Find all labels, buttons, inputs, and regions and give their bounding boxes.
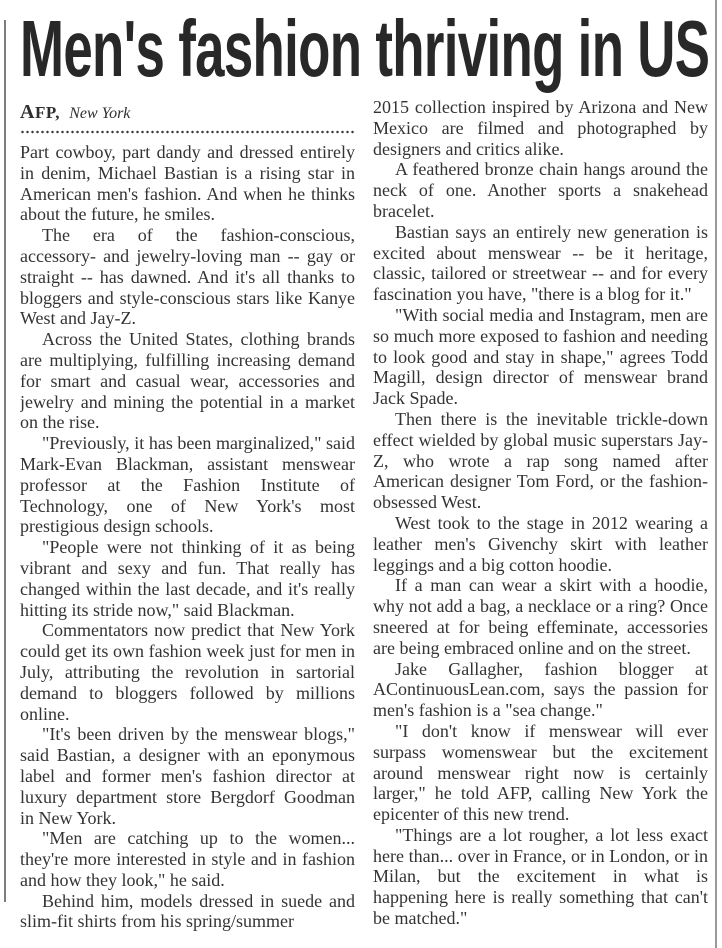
byline-agency: AFP, <box>20 101 60 123</box>
article-paragraph: The era of the fashion-conscious, accessory- and jewelry-loving man -- gay or straight -- has dawned. And it's all thanks to bloggers and style-conscious stars like Kanye West and Jay-Z. <box>20 225 355 329</box>
article-paragraph: West took to the stage in 2012 wearing a leather men's Givenchy skirt with leather leggings and a big cotton hoodie. <box>373 512 708 575</box>
article-paragraph: "I don't know if menswear will ever surpass womenswear but the excitement around menswear right now is certainly larger," he told AFP, calling New York the epicenter of this new trend. <box>373 720 708 825</box>
article-paragraph: "It's been driven by the menswear blogs," said Bastian, a designer with an eponymous label and former men's fashion director at luxury department store Bergdorf Goodman in New York. <box>20 724 355 828</box>
article-paragraph: "People were not thinking of it as being vibrant and sexy and fun. That really has changed within the last decade, and it's really hitting its stride now," said Blackman. <box>20 537 355 620</box>
byline <box>20 101 355 124</box>
article-paragraph: Jake Gallagher, fashion blogger at AContinuousLean.com, says the passion for men's fashion is a "sea change." <box>373 658 708 721</box>
right-edge-rule <box>715 0 717 948</box>
article-paragraph: "Previously, it has been marginalized," said Mark-Evan Blackman, assistant menswear professor at the Fashion Institute of Technology, one of New York's most prestigious design schools. <box>20 433 355 537</box>
article-paragraph: "Things are a lot rougher, a lot less exact here than... over in France, or in London, or in Milan, but the excitement in what is happening here is really something that can't be matched." <box>373 824 708 929</box>
left-edge-rule <box>4 20 6 902</box>
article-paragraph: "Men are catching up to the women... they're more interested in style and in fashion and how they look," he said. <box>20 828 355 890</box>
article-paragraph: Then there is the inevitable trickle-down effect wielded by global music superstars Jay-Z, who wrote a rap song named after American designer Tom Ford, or the fashion-obsessed West. <box>373 408 708 513</box>
article-column-right <box>373 97 708 948</box>
article-paragraph: Part cowboy, part dandy and dressed entirely in denim, Michael Bastian is a rising star in American men's fashion. And when he thinks about the future, he smiles. <box>20 142 355 225</box>
article-paragraph: Behind him, models dressed in suede and slim-fit shirts from his spring/summer <box>20 890 355 932</box>
byline-location: New York <box>69 105 131 122</box>
article <box>20 0 708 948</box>
article-paragraph: "With social media and Instagram, men are so much more exposed to fashion and needing to look good and stay in shape," agrees Todd Magill, design director of menswear brand Jack Spade. <box>373 304 708 409</box>
article-paragraph: A feathered bronze chain hangs around the neck of one. Another sports a snakehead bracelet. <box>373 159 708 221</box>
article-paragraph: If a man can wear a skirt with a hoodie, why not add a bag, a necklace or a ring? Once sneered at for being effeminate, accessories are being embraced online and on the street. <box>373 575 708 658</box>
dotted-separator <box>20 130 355 134</box>
article-paragraph: Bastian says an entirely new generation is excited about menswear -- be it heritage, classic, tailored or streetwear -- and for every fascination you have, "there is a blog for it." <box>373 221 708 305</box>
article-paragraph: Across the United States, clothing brands are multiplying, fulfilling increasing demand for smart and casual wear, accessories and jewelry and mining the potential in a market on the rise. <box>20 329 355 433</box>
article-body <box>20 97 708 948</box>
article-column-left <box>20 97 355 948</box>
article-headline: Men's fashion thriving in US <box>20 4 710 93</box>
article-paragraph: 2015 collection inspired by Arizona and New Mexico are filmed and photographed by designers and critics alike. <box>373 97 708 159</box>
article-paragraph: Commentators now predict that New York could get its own fashion week just for men in July, attributing the revolution in sartorial demand to bloggers followed by millions online. <box>20 620 355 724</box>
